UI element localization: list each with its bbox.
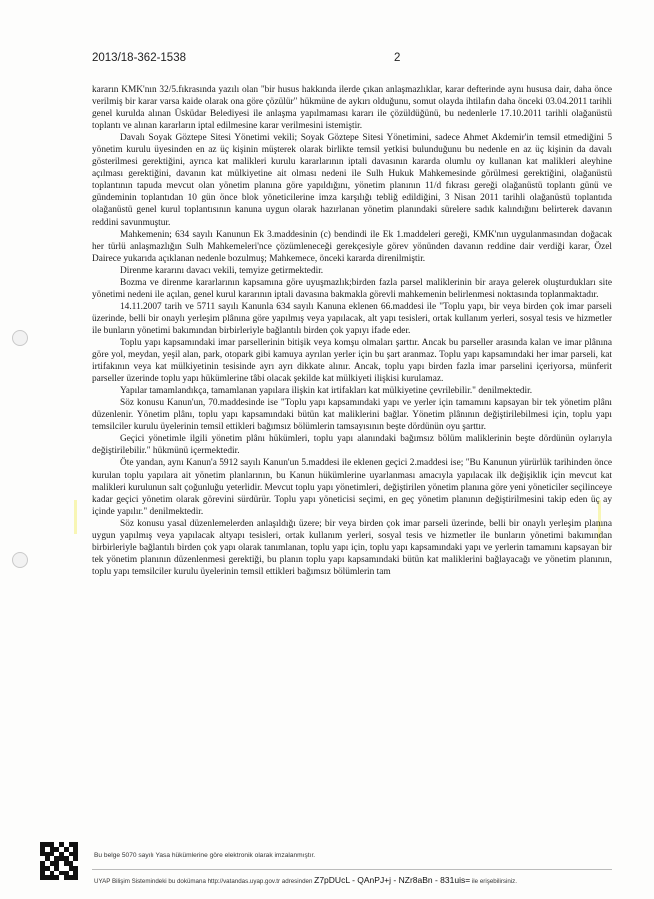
paragraph: 14.11.2007 tarih ve 5711 sayılı Kanunla 634 sayılı Kanuna eklenen 66.maddesi ile "Toplu yapı, bir veya birden çok imar parseli üzerinde, belli bir onaylı yerleşim plânına göre yapılmış veya yapılacak, alt yapı tesisleri, ortak kullanım yerleri, sosyal tesis ve hizmetler ile bunların yönetimi bakımından birbirleriyle bağlantılı birden çok yapıyı ifade eder. bbox=[92, 301, 612, 336]
paragraph: Davalı Soyak Göztepe Sitesi Yönetimi vekili; Soyak Göztepe Sitesi Yönetimini, sadece Ahmet Akdemir'in temsil etmediğini 5 yönetim kurulu üyesinden en az üç kişinin müşterek olarak birlikte temsil yetkisi bulunduğunu bu nedenle en az üç kişinin da davalı gösterilmesi gerektiğini, ayrıca kat malikleri kurulu kararlarının iptali davasının kararda olumlu oy kullanan kat malikleri aleyhine açılması gerektiğini, davanın kat mülkiyetine ait olması nedeni ile Sulh Hukuk Mahkemesinde görülmesi gerektiğini, olağanüstü toplantının tapuda mevcut olan yönetim planına göre yapıldığını, yönetim planının 11/d fıkrası gereği olağanüstü toplantı günü ve gündeminin toplantıdan 10 gün önce blok yöneticilerine imza karşılığı tebliğ edildiğini, 3 Nisan 2011 tarihli olağanüstü toplantıda olağanüstü genel kurul toplantısının kanuna uygun olarak hazırlanan yönetim planındaki sürelere sadık kalındığını belirterek davanın reddini savunmuştur. bbox=[92, 133, 612, 228]
paragraph: Geçici yönetimle ilgili yönetim plânı hükümleri, toplu yapı alanındaki bağımsız bölüm maliklerinin beşte dördünün oylarıyla değiştirilebilir." hükmünü içermektedir. bbox=[92, 434, 612, 457]
paragraph: Öte yandan, aynı Kanun'a 5912 sayılı Kanun'un 5.maddesi ile eklenen geçici 2.maddesi ise; "Bu Kanunun yürürlük tarihinden önce kurulan toplu yapılara ait yönetim planlarının, bu Kanun hükümlerine uyarlanması amacıyla yapılacak ilk değişiklik için mevcut kat malikleri kurulunun salt çoğunluğu yeterlidir. Mevcut toplu yapı yönetimleri, değiştirilen yönetim planına göre yeni yöneticiler seçilinceye kadar geçici yönetim olarak görevini sürdürür. Toplu yapı yöneticisi seçimi, en geç yönetim planının değiştirilmesini takip eden üç ay içinde yapılır." denilmektedir. bbox=[92, 458, 612, 517]
verification-code: Z7pDUcL - QAnPJ+j - NZr8aBn - 831uis= bbox=[314, 875, 471, 885]
uyap-footer bbox=[94, 875, 614, 885]
paragraph: kararın KMK'nın 32/5.fıkrasında yazılı olan "bir husus hakkında ilerde çıkan anlaşmazlıklar, karar defterinde aynı hususa dair, daha önce verilmiş bir karar varsa kaide olarak ona göre çözülür" hükmüne de aykırı olduğunu, somut olayda ihtilafın daha önceki 03.04.2011 tarihli genel kurulda alınan Üsküdar Belediyesi ile anlaşma yapılmaması kararı ile çözüldüğünü, bu nedenlerle 17.10.2011 tarihli olağanüstü toplantı ve alınan kararların iptal edilmesine karar verilmesini istemiştir. bbox=[92, 85, 612, 132]
paragraph: Söz konusu yasal düzenlemelerden anlaşıldığı üzere; bir veya birden çok imar parseli üzerinde, belli bir onaylı yerleşim planına uygun yapılmış veya yapılacak altyapı tesisleri, ortak kullanım yerleri, sosyal tesis ve hizmetler ile bunların yönetimi bakımından birbirleriyle bağlantılı birden çok yapı olarak tanımlanan, toplu yapı için, toplu yapı kapsamındaki yapı ve yerlerin tamamını kapsayan bir tek yönetim planının düzenlenmesi gerektiği, bu planın toplu yapı kapsamındaki bütün kat maliklerini bağlayacağı ve yönetim planının, toplu yapı temsilciler kurulu üyelerinin temsil ettikleri bağımsız bölümlerin tam bbox=[92, 518, 612, 577]
uyap-prefix: UYAP Bilişim Sistemindeki bu dokümana http://vatandas.uyap.gov.tr adresinden bbox=[94, 878, 313, 885]
punch-hole bbox=[12, 552, 28, 568]
document-body bbox=[92, 84, 612, 578]
paragraph: Direnme kararını davacı vekili, temyize getirmektedir. bbox=[120, 265, 324, 276]
highlighter-mark bbox=[74, 500, 77, 534]
uyap-suffix: ile erişebilirsiniz. bbox=[471, 878, 517, 885]
paragraph: Bozma ve direnme kararlarının kapsamına göre uyuşmazlık;birden fazla parsel maliklerinin bir araya gelerek oluşturdukları site yönetimi nedeni ile açılan, genel kurul kararının iptali davasına bakmakla görevli mahkemenin belirlenmesi noktasında toplanmaktadır. bbox=[92, 277, 612, 300]
paragraph: Toplu yapı kapsamındaki imar parsellerinin bitişik veya komşu olmaları şarttır. Ancak bu parseller arasında kalan ve imar plânına göre yol, meydan, yeşil alan, park, otopark gibi kamuya ayrılan yerler için bu şart aranmaz. Toplu yapı kapsamındaki her imar parseli, kat irtifakının veya kat mülkiyetinin tesisinde ayrı ayrı dikkate alınır. Ancak, toplu yapı birden fazla imar parselini içeriyorsa, münferit parseller üzerinde toplu yapı hükümlerine tâbi olacak şekilde kat mülkiyeti ilişkisi kurulamaz. bbox=[92, 337, 612, 385]
page-number: 2 bbox=[394, 52, 401, 64]
case-number: 2013/18-362-1538 bbox=[92, 52, 186, 64]
punch-hole bbox=[12, 330, 28, 346]
paragraph: Mahkemenin; 634 sayılı Kanunun Ek 3.maddesinin (c) bendindi ile Ek 1.maddeleri gereği, KMK'nın uygulanmasından doğacak her türlü anlaşmazlığın Sulh Mahkemeleri'nce çözümleneceği gerekçesiyle görev yönünden davanın reddine dair verdiği karar, Özel Dairece yukarıda açıklanan nedenle bozulmuş; Mahkemece, önceki kararda direnilmiştir. bbox=[92, 229, 612, 264]
qr-code-icon bbox=[40, 842, 78, 880]
paragraph: Söz konusu Kanun'un, 70.maddesinde ise "Toplu yapı kapsamındaki yapı ve yerler için tamamını kapsayan bir tek yönetim plânı düzenlenir. Yönetim plânı, toplu yapı kapsamındaki bütün kat maliklerini bağlar. Yönetim plânının değiştirilebilmesi için, toplu yapı temsilciler kurulu üyelerinin temsil ettikleri bağımsız bölümlerin tamsayısının beşte dördünün oyu şarttır. bbox=[92, 398, 612, 433]
paragraph: Yapılar tamamlandıkça, tamamlanan yapılara ilişkin kat irtifakları kat mülkiyetine çevrilebilir." denilmektedir. bbox=[120, 386, 533, 397]
footer-divider bbox=[92, 869, 612, 870]
esign-note: Bu belge 5070 sayılı Yasa hükümlerine göre elektronik olarak imzalanmıştır. bbox=[94, 852, 316, 859]
